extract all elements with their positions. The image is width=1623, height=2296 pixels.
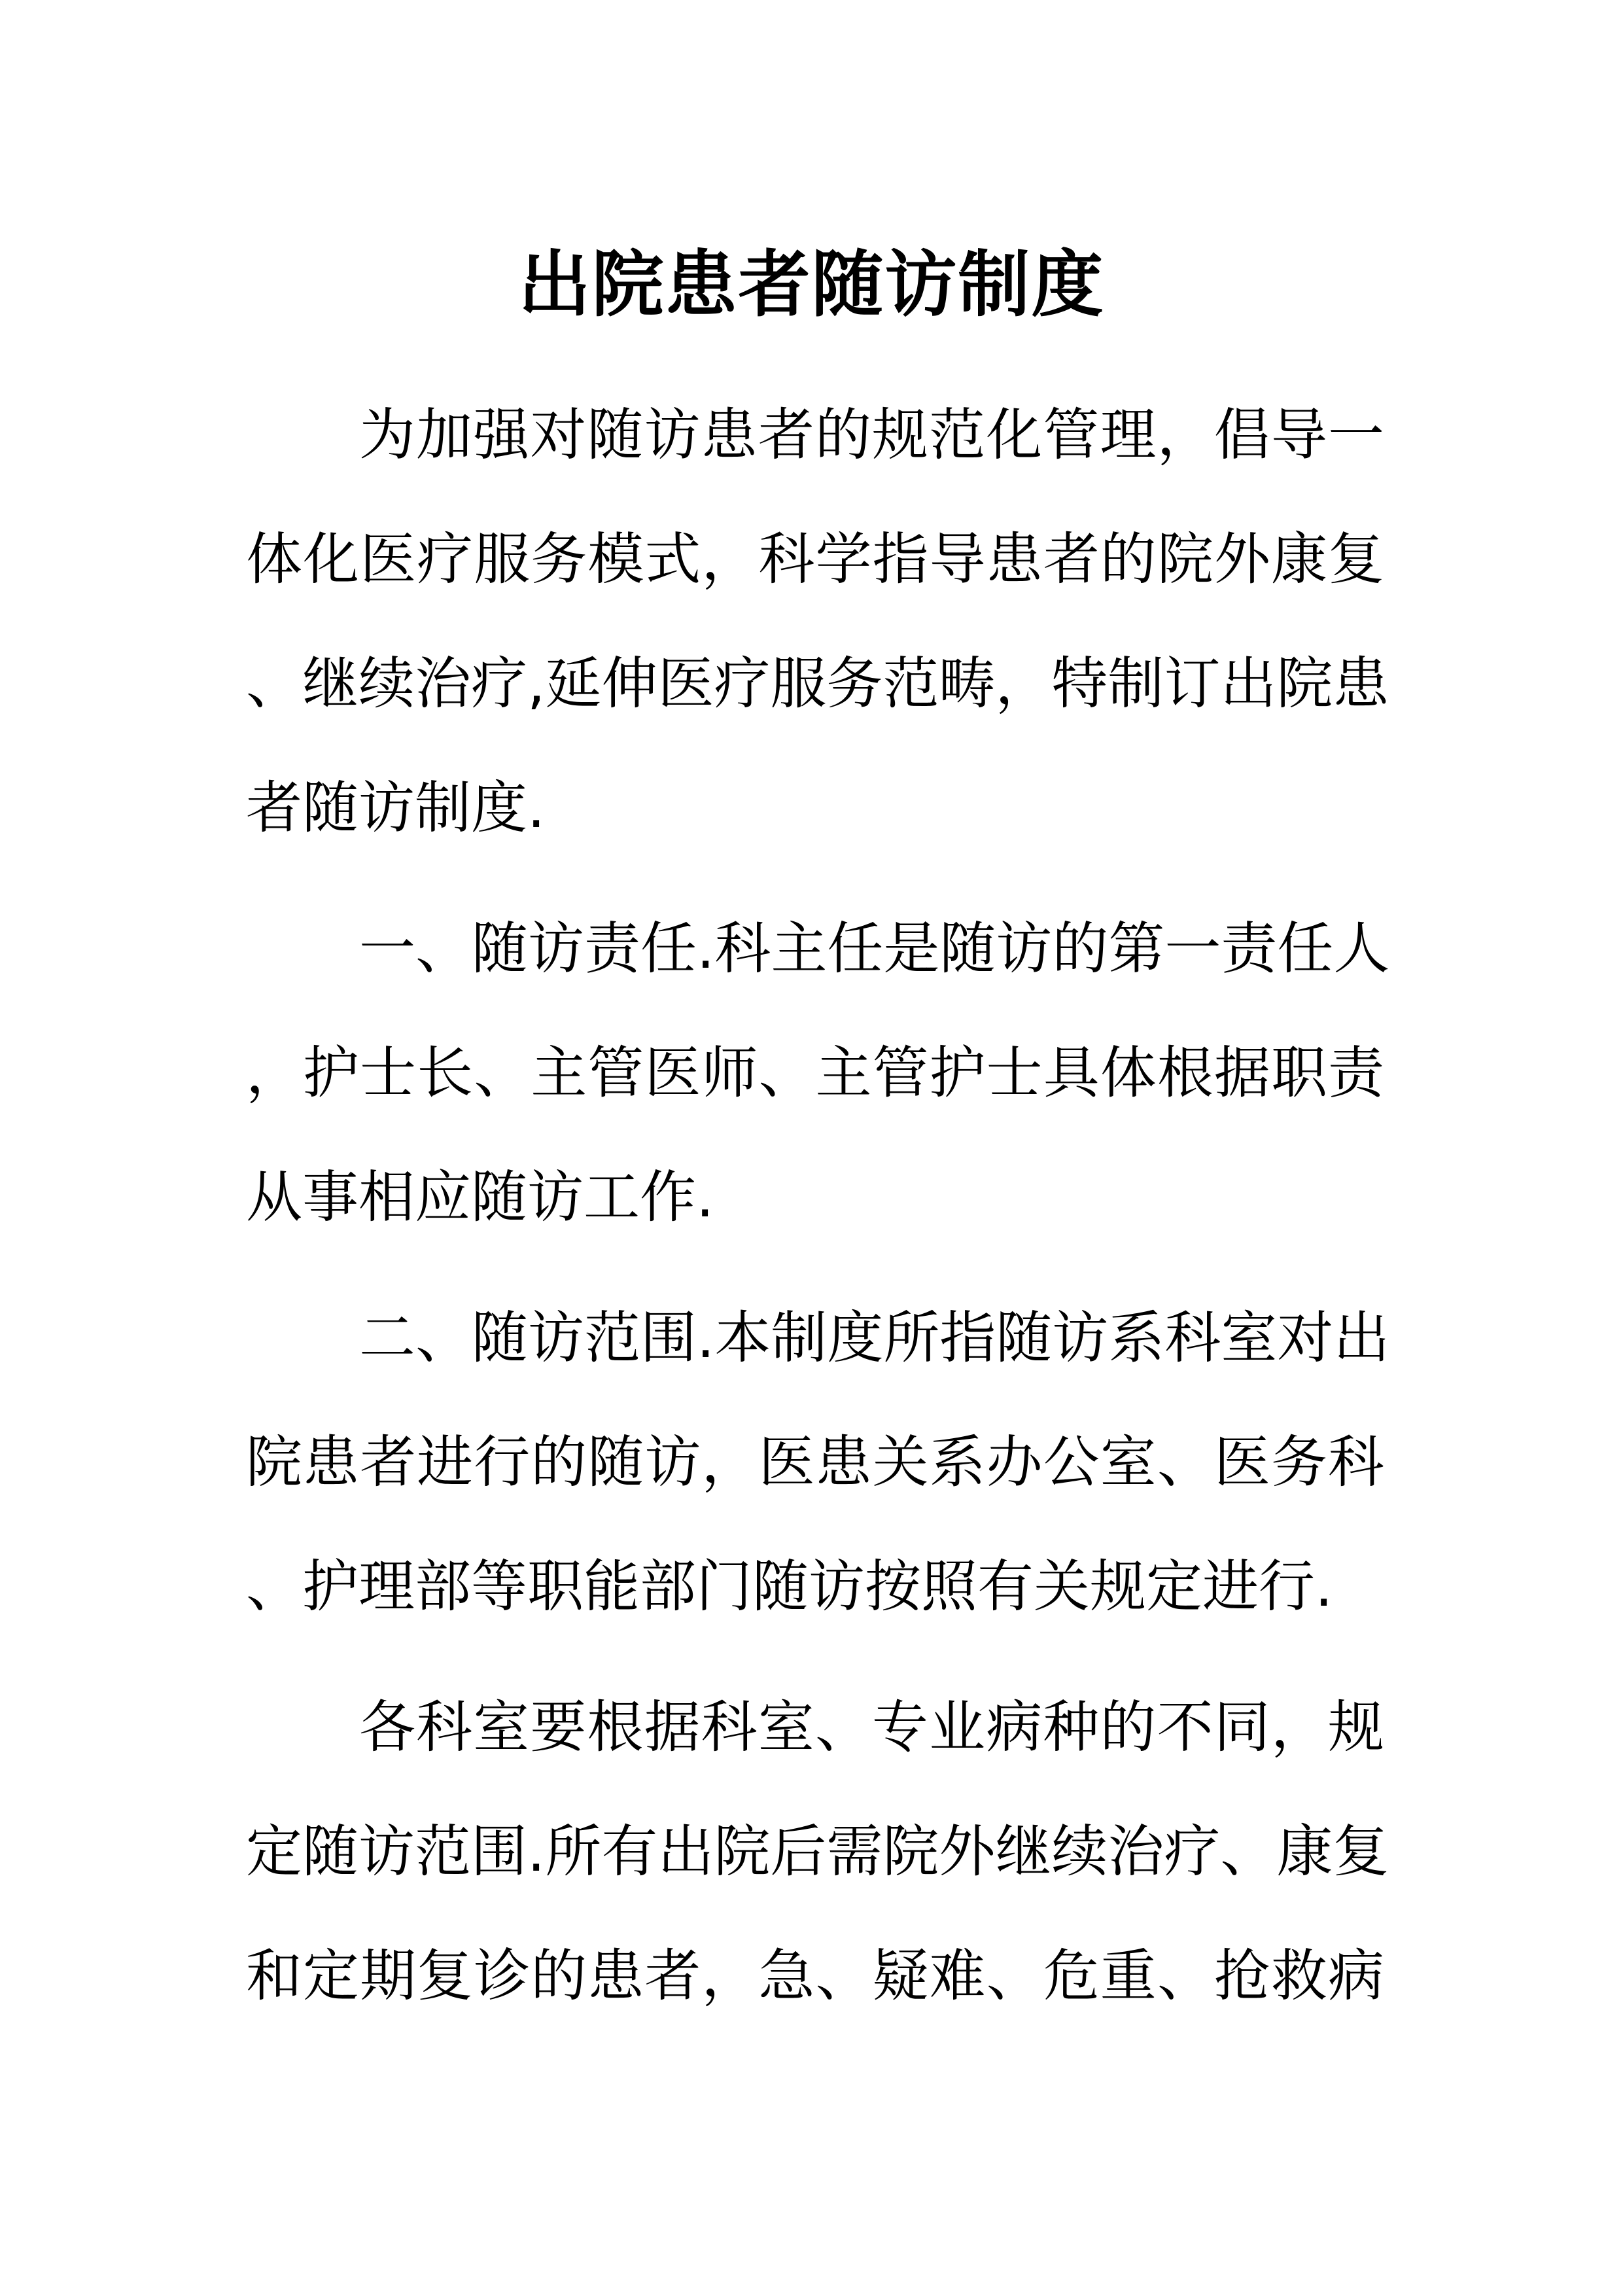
body-line: 者随访制度. [246,775,546,841]
body-line: ，护士长、主管医师、主管护士具体根据职责 [246,1040,1384,1106]
body-line: 、护理部等职能部门随访按照有关规定进行. [246,1554,1333,1619]
body-line: 从事相应随访工作. [246,1165,714,1230]
body-line: 为加强对随访患者的规范化管理，倡导一 [359,402,1384,468]
document-title: 出院患者随访制度 [518,243,1105,327]
body-line: 各科室要根据科室、专业病种的不同，规 [359,1695,1384,1760]
body-line: 定随访范围.所有出院后需院外继续治疗、康复 [246,1819,1389,1884]
body-line: 和定期复诊的患者，急、疑难、危重、抢救病 [246,1943,1384,2009]
body-line: 二、随访范围.本制度所指随访系科室对出 [359,1305,1390,1371]
body-line: 一、随访责任.科主任是随访的第一责任人 [359,916,1390,981]
body-line: 院患者进行的随访，医患关系办公室、医务科 [246,1430,1384,1495]
body-line: 、继续治疗,延伸医疗服务范畴，特制订出院患 [246,651,1389,716]
body-line: 体化医疗服务模式，科学指导患者的院外康复 [246,527,1384,592]
